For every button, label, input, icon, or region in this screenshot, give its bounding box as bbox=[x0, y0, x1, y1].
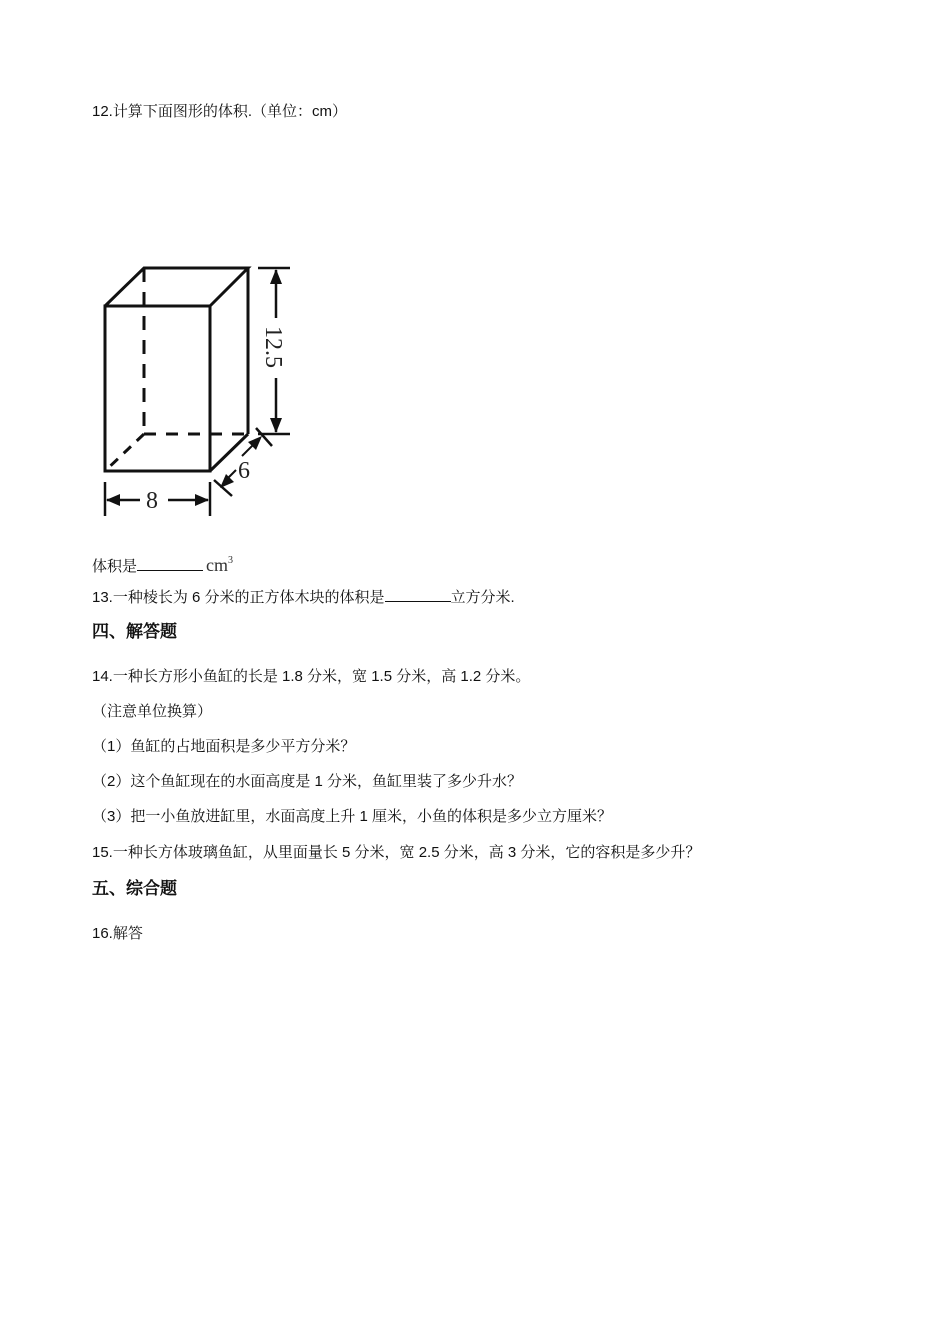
q16-text: 16.解答 bbox=[92, 925, 143, 942]
q14-sub3: （3）把一小鱼放进缸里，水面高度上升 1 厘米，小鱼的体积是多少立方厘米？ bbox=[92, 808, 613, 825]
cuboid-figure bbox=[96, 260, 301, 522]
height-arrowhead-down bbox=[270, 418, 282, 433]
q15-text: 15.一种长方体玻璃鱼缸，从里面量长 5 分米，宽 2.5 分米，高 3 分米，它的容积是多少升？ bbox=[92, 844, 701, 861]
width-arrowhead-left bbox=[106, 494, 120, 506]
width-label: 8 bbox=[146, 488, 158, 514]
q14-text: 14.一种长方形小鱼缸的长是 1.8 分米，宽 1.5 分米，高 1.2 分米。 bbox=[92, 668, 531, 685]
q14-note: （注意单位换算） bbox=[92, 703, 213, 720]
q14-sub1: （1）鱼缸的占地面积是多少平方分米？ bbox=[92, 738, 356, 755]
depth-label: 6 bbox=[238, 458, 250, 484]
cuboid-front-face bbox=[105, 306, 210, 471]
width-arrowhead-right bbox=[195, 494, 209, 506]
q12-unit bbox=[206, 555, 233, 575]
cuboid-top-face bbox=[105, 268, 248, 306]
q12-answer-prefix: 体积是 bbox=[92, 558, 138, 575]
q12-answer-line bbox=[92, 551, 233, 577]
q13-prefix: 13.一种棱长为 6 分米的正方体木块的体积是 bbox=[92, 589, 385, 606]
height-label: 12.5 bbox=[260, 326, 286, 368]
q13-line bbox=[92, 587, 515, 608]
hidden-depth-edge bbox=[105, 434, 144, 471]
section4-heading: 四、解答题 bbox=[92, 622, 177, 641]
q12-text: 12.计算下面图形的体积.（单位：cm） bbox=[92, 103, 348, 120]
q13-suffix: 立方分米. bbox=[450, 589, 515, 606]
q12-unit-base: cm bbox=[206, 555, 229, 575]
section5-heading: 五、综合题 bbox=[92, 879, 177, 898]
q12-answer-blank[interactable] bbox=[137, 556, 203, 571]
q13-answer-blank[interactable] bbox=[385, 587, 451, 602]
q12-unit-exponent: 3 bbox=[228, 555, 234, 566]
depth-arrowhead-down bbox=[220, 474, 234, 488]
height-arrowhead-up bbox=[270, 269, 282, 284]
q14-sub2: （2）这个鱼缸现在的水面高度是 1 分米，鱼缸里装了多少升水？ bbox=[92, 773, 523, 790]
